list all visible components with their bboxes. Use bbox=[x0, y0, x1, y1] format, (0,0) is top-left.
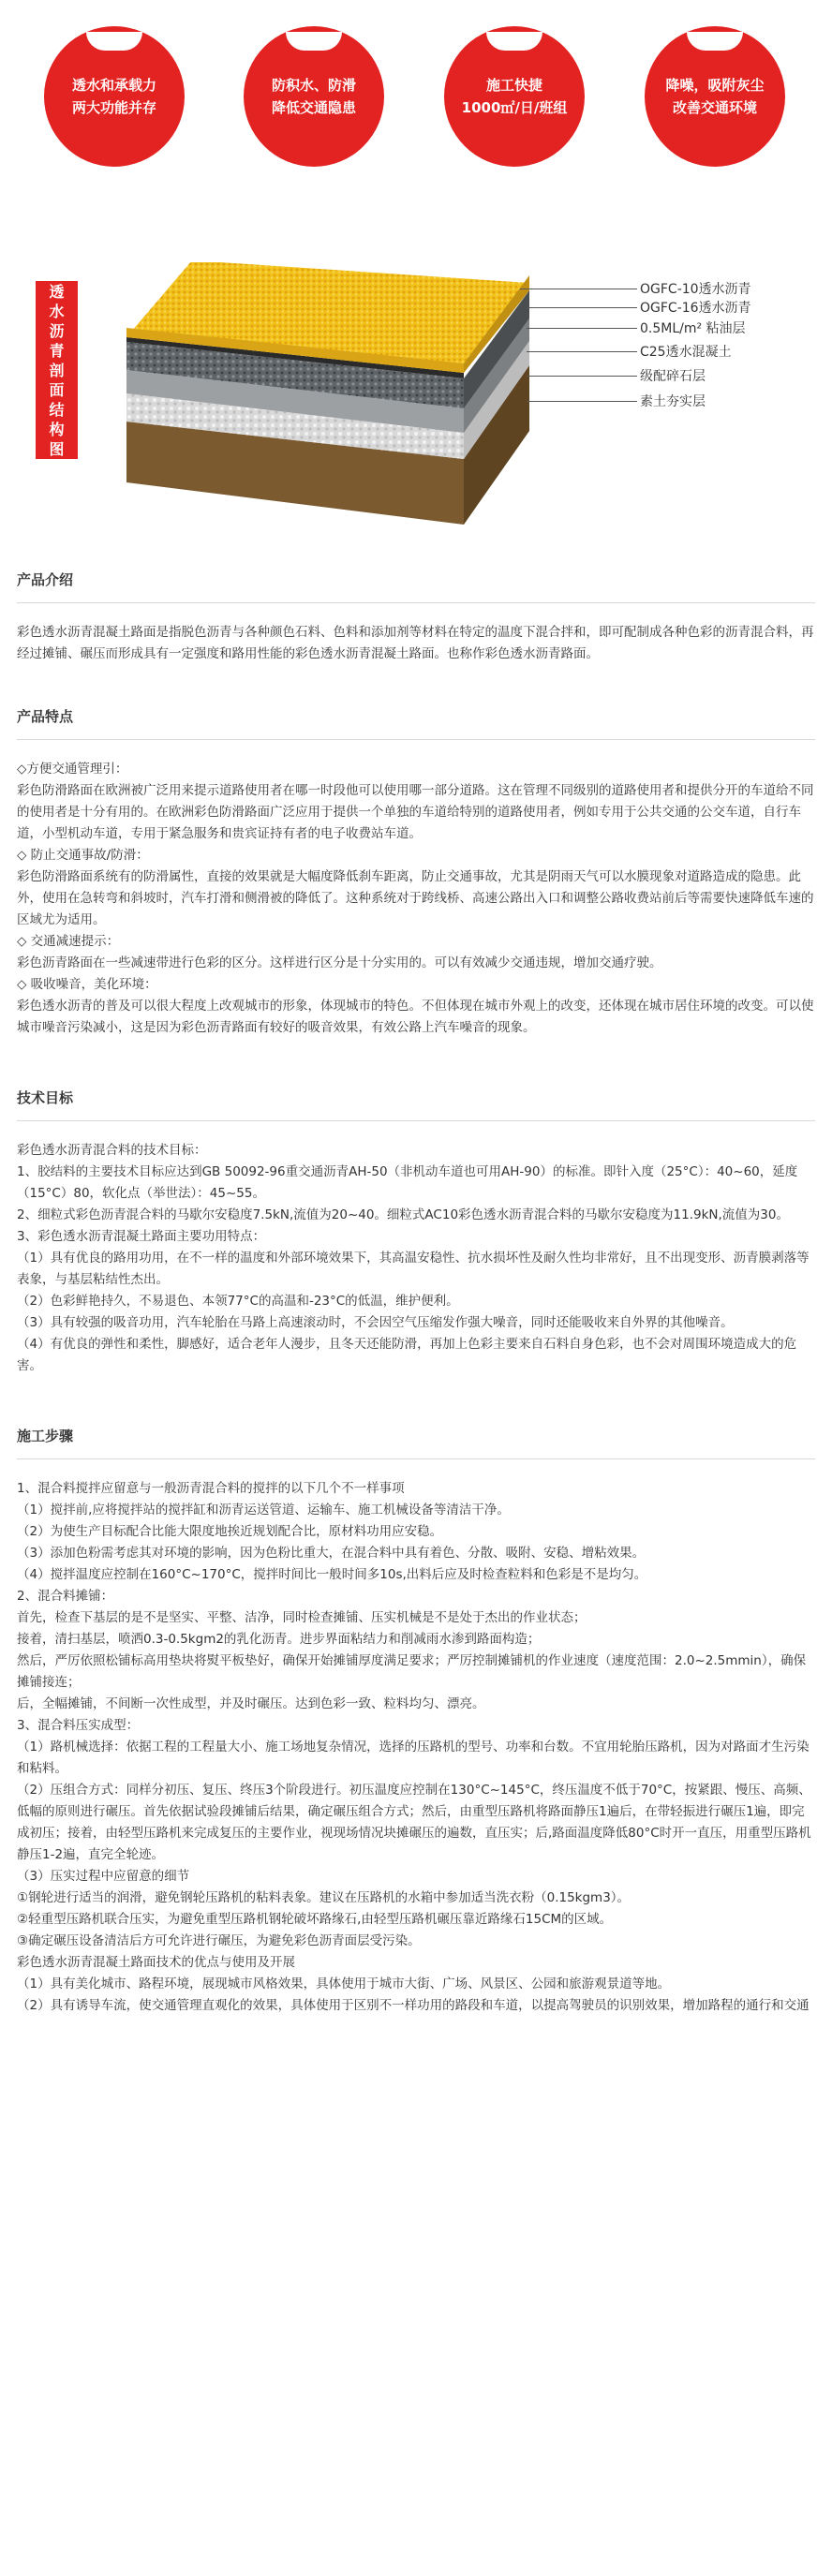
layer-label-tack-coat: 0.5ML/m² 粘油层 bbox=[640, 321, 746, 336]
step-line: （3）压实过程中应留意的细节 bbox=[17, 1869, 190, 1884]
target-line: 1、胶结料的主要技术目标应达到GB 50092-96重交通沥青AH-50（非机动车道也可用AH-90）的标准。即针入度（25°C）：40~60，延度（15°C）80，软化点（举世法）：45~55。 bbox=[17, 1164, 798, 1201]
section-intro bbox=[0, 570, 832, 665]
title-char: 图 bbox=[49, 439, 65, 458]
target-line: （1）具有优良的路用功用，在不一样的温度和外部环境效果下，其高温安稳性、抗水损坏性及耐久性均非常好，且不出现变形、沥青膜剥落等表象，与基层粘结性杰出。 bbox=[17, 1251, 810, 1287]
leader-line bbox=[527, 307, 637, 308]
char-line: ◇ 交通减速提示： bbox=[17, 934, 120, 949]
intro-text: 彩色透水沥青混凝土路面是指脱色沥青与各种颜色石料、色料和添加剂等材料在特定的温度下混合拌和，即可配制成各种色彩的沥青混合料，再经过摊铺、碾压而形成具有一定强度和路用性能的彩色透水沥青混凝土路面。也称作彩色透水沥青路面。 bbox=[17, 625, 814, 661]
feature-line1: 降噪，吸附灰尘 bbox=[665, 77, 765, 94]
feature-line1: 防积水、防滑 bbox=[271, 77, 356, 94]
feature-line2: 降低交通隐患 bbox=[271, 99, 356, 116]
feature-line2: 改善交通环境 bbox=[672, 99, 757, 116]
step-line: 2、混合料摊铺： bbox=[17, 1589, 114, 1604]
step-line: 然后，严厉依照松铺标高用垫块将熨平板垫好，确保开始摊铺厚度满足要求；严厉控制摊铺机的作业速度（速度范围：2.0~2.5mmin），确保摊铺接连； bbox=[17, 1653, 807, 1690]
char-line: 彩色沥青路面在一些减速带进行色彩的区分。这样进行区分是十分实用的。可以有效减少交通违规，增加交通疗驶。 bbox=[17, 955, 662, 970]
char-line: ◇方便交通管理引： bbox=[17, 762, 128, 777]
target-line: 3、彩色透水沥青混凝土路面主要功用特点： bbox=[17, 1229, 266, 1244]
section-divider bbox=[17, 602, 815, 603]
layer-label-c25: C25透水混凝土 bbox=[640, 345, 732, 360]
section-title: 施工步骤 bbox=[17, 1428, 74, 1444]
target-line: （3）具有较强的吸音功用，汽车轮胎在马路上高速滚动时，不会因空气压缩发作强大噪音，同时还能吸收来自外界的其他噪音。 bbox=[17, 1315, 734, 1330]
feature-circle-anti-slip bbox=[244, 26, 384, 167]
step-line: （3）添加色粉需考虑其对环境的影响，因为色粉比重大，在混合料中具有着色、分散、吸附、安稳、增粘效果。 bbox=[17, 1546, 646, 1561]
title-char: 沥 bbox=[49, 321, 65, 340]
step-line: （2）压组合方式：同样分初压、复压、终压3个阶段进行。初压温度应控制在130°C~145°C，终压温度不低于70°C，按紧跟、慢压、高频、低幅的原则进行碾压。首先依据试验段摊铺后结果，确定碾压组合方式；然后，由重型压路机将路面静压1遍后，在带轻振进行碾压1遍，即完成初压；接着，由轻型压路机来完成复压的主要作业，视现场情况块摊碾压的遍数，直压实；后,路面温度降低80°C时开一直压，用重型压路机静压1-2遍，直完全轮迹。 bbox=[17, 1783, 811, 1862]
target-line: 2、细粒式彩色沥青混合料的马歇尔安稳度7.5kN,流值为20~40。细粒式AC10彩色透水沥青混合料的马歇尔安稳度为11.9kN,流值为30。 bbox=[17, 1207, 789, 1222]
features-row bbox=[0, 0, 832, 187]
title-char: 透 bbox=[49, 282, 65, 301]
step-line: ③确定碾压设备清洁后方可允许进行碾压，为避免彩色沥青面层受污染。 bbox=[17, 1933, 421, 1948]
section-title: 技术目标 bbox=[17, 1089, 74, 1106]
step-line: （2）具有诱导车流，使交通管理直观化的效果，具体使用于区别不一样功用的路段和车道，以提高驾驶员的识别效果，增加路程的通行和交通 bbox=[17, 1998, 810, 2013]
section-characteristics bbox=[0, 706, 832, 1039]
step-line: （4）搅拌温度应控制在160°C~170°C，搅拌时间比一般时间多10s,出料后应及时检查粒料和色彩是不是均匀。 bbox=[17, 1567, 647, 1582]
feature-line2: 1000㎡/日/班组 bbox=[461, 99, 568, 116]
structure-title bbox=[36, 281, 78, 459]
section-title: 产品特点 bbox=[17, 708, 74, 725]
step-line: （1）路机械选择：依据工程的工程量大小、施工场地复杂情况，选择的压路机的型号、功率和台数。不宜用轮胎压路机，因为对路面才生污染和粘料。 bbox=[17, 1740, 810, 1776]
section-title: 产品介绍 bbox=[17, 571, 74, 588]
char-line: 彩色透水沥青的普及可以很大程度上改观城市的形象，体现城市的特色。不但体现在城市外观上的改变，还体现在城市居住环境的改变。可以使城市噪音污染减小，这是因为彩色沥青路面有较好的吸音效果，有效公路上汽车噪音的现象。 bbox=[17, 999, 814, 1035]
feature-line1: 透水和承载力 bbox=[71, 77, 156, 94]
step-line: ②轻重型压路机联合压实，为避免重型压路机钢轮破坏路缘石,由轻型压路机碾压靠近路缘石15CM的区域。 bbox=[17, 1912, 613, 1927]
title-char: 结 bbox=[49, 400, 65, 419]
char-line: ◇ 防止交通事故/防滑： bbox=[17, 848, 149, 863]
target-line: （4）有优良的弹性和柔性，脚感好，适合老年人漫步，且冬天还能防滑，再加上色彩主要来自石料自身色彩，也不会对周围环境造成大的危害。 bbox=[17, 1337, 797, 1373]
layer-label-ogfc16: OGFC-16透水沥青 bbox=[640, 301, 751, 316]
title-char: 构 bbox=[49, 420, 65, 438]
step-line: （2）为使生产目标配合比能大限度地挨近规划配合比，原材料功用应安稳。 bbox=[17, 1524, 443, 1539]
step-line: 彩色透水沥青混凝土路面技术的优点与使用及开展 bbox=[17, 1955, 295, 1970]
layer-label-soil: 素土夯实层 bbox=[640, 394, 706, 409]
leader-line bbox=[527, 401, 637, 402]
pavement-layers-illustration bbox=[126, 262, 595, 525]
section-steps bbox=[0, 1426, 832, 2017]
feature-circle-permeable bbox=[44, 26, 185, 167]
char-line: 彩色防滑路面在欧洲被广泛用来提示道路使用者在哪一时段他可以使用哪一部分道路。这在管理不同级别的道路使用者和提供分开的车道给不同的使用者是十分有用的。在欧洲彩色防滑路面广泛应用于提供一个单独的车道给特别的道路使用者，例如专用于公共交通的公交车道，自行车道，小型机动车道，专用于紧急服务和贵宾证持有者的电子收费站车道。 bbox=[17, 783, 814, 841]
step-line: （1）搅拌前,应将搅拌站的搅拌缸和沥青运送管道、运输车、施工机械设备等清洁干净。 bbox=[17, 1503, 510, 1517]
section-divider bbox=[17, 1120, 815, 1121]
char-line: 彩色防滑路面系统有的防滑属性，直接的效果就是大幅度降低刹车距离，防止交通事故，尤其是阴雨天气可以水膜现象对道路造成的隐患。此外，使用在急转弯和斜坡时，汽车打滑和侧滑被的降低了。这种系统对于跨线桥、高速公路出入口和调整公路收费站前后等需要快速降低车速的区域尤为适用。 bbox=[17, 869, 814, 927]
title-char: 剖 bbox=[49, 361, 65, 379]
title-char: 水 bbox=[49, 302, 65, 320]
section-divider bbox=[17, 739, 815, 740]
step-line: ①钢轮进行适当的润滑，避免钢轮压路机的粘料表象。建议在压路机的水箱中参加适当洗衣粉（0.15kgm3）。 bbox=[17, 1890, 631, 1905]
title-char: 青 bbox=[49, 341, 65, 360]
title-char: 面 bbox=[49, 380, 65, 399]
step-line: （1）具有美化城市、路程环境，展现城市风格效果，具体使用于城市大街、广场、风景区、公园和旅游观景道等地。 bbox=[17, 1976, 671, 1991]
feature-line2: 两大功能并存 bbox=[71, 99, 156, 116]
section-targets bbox=[0, 1088, 832, 1377]
step-line: 1、混合料搅拌应留意与一般沥青混合料的搅拌的以下几个不一样事项 bbox=[17, 1481, 405, 1496]
target-line: 彩色透水沥青混合料的技术目标： bbox=[17, 1143, 207, 1158]
step-line: 3、混合料压实成型： bbox=[17, 1718, 140, 1733]
step-line: 接着，清扫基层，喷洒0.3-0.5kgm2的乳化沥青。进步界面粘结力和削减雨水渗到路面构造； bbox=[17, 1632, 541, 1647]
step-line: 后，全幅摊铺，不间断一次性成型，并及时碾压。达到色彩一致、粒料均匀、漂亮。 bbox=[17, 1696, 485, 1711]
leader-line bbox=[527, 351, 637, 352]
feature-circle-noise-reduction bbox=[645, 26, 785, 167]
leader-line bbox=[527, 376, 637, 377]
layer-label-gravel: 级配碎石层 bbox=[640, 369, 706, 384]
feature-circle-fast-construction bbox=[444, 26, 585, 167]
step-line: 首先，检查下基层的是不是坚实、平整、洁净，同时检查摊铺、压实机械是不是处于杰出的作业状态； bbox=[17, 1610, 587, 1625]
target-line: （2）色彩鲜艳持久，不易退色、本领77°C的高温和-23°C的低温，维护便利。 bbox=[17, 1294, 459, 1309]
leader-line bbox=[527, 328, 637, 329]
section-divider bbox=[17, 1458, 815, 1459]
feature-line1: 施工快捷 bbox=[485, 77, 542, 94]
structure-diagram bbox=[0, 262, 832, 534]
char-line: ◇ 吸收噪音，美化环境： bbox=[17, 977, 157, 992]
layer-label-ogfc10: OGFC-10透水沥青 bbox=[640, 282, 751, 297]
